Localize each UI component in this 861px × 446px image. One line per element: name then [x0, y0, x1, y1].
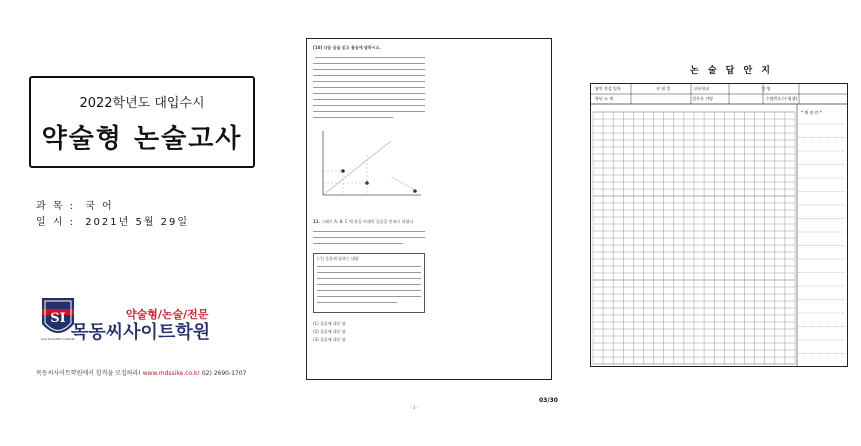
- answer-sheet-title: 논 술 답 안 지: [690, 66, 774, 76]
- exam-year: 2022학년도 대입수시: [79, 96, 205, 111]
- q11-condition-box: [313, 253, 425, 313]
- hdr-grade-label: 학년 소 계: [595, 96, 613, 101]
- footer-url[interactable]: www.mdssike.co.kr: [142, 370, 200, 377]
- cover-footer: [36, 368, 246, 377]
- header-row-2: [595, 96, 826, 102]
- answer-label-1: (1) 물음에 대한 답: [313, 321, 346, 326]
- page-number: 03/30: [539, 397, 558, 404]
- tagline: 약술형/논술/전문: [126, 308, 209, 321]
- hdr-date-value: 년 월 일: [656, 86, 671, 91]
- q10-label: [10]: [313, 45, 323, 50]
- hdr-name-label: 성 명: [761, 86, 771, 91]
- footer-text: 목동씨사이트학원에서 합격을 모집하라!: [36, 370, 141, 377]
- academy-name: 목동씨사이트학원: [71, 322, 211, 343]
- q10-graph: [313, 125, 425, 211]
- date-line: [36, 213, 189, 228]
- header-row-1: [595, 86, 801, 92]
- q10-header: [313, 45, 381, 51]
- hdr-proctor-label: 감독자 서명: [692, 96, 713, 101]
- condition-box-text: (가) 물음에 답하는 대답: [317, 256, 359, 261]
- page-footer-mini: - 3 -: [410, 405, 418, 410]
- date-key: 일 시 :: [36, 217, 76, 228]
- answer-label-3: (3) 물음에 대한 답: [313, 337, 346, 342]
- cover-title-box: [29, 76, 255, 168]
- footer-phone: 02) 2690-1707: [201, 370, 247, 377]
- exam-title: 약술형 논술고사: [41, 124, 243, 154]
- subject-line: [36, 197, 114, 212]
- answer-label-2: (2) 물음에 대한 답: [313, 329, 346, 334]
- q11-label: 11.: [313, 219, 321, 224]
- logo-ring-text: Suji Scientific Institute: [41, 337, 75, 341]
- scoring-label: * 채 점 란 *: [801, 110, 822, 115]
- answer-sheet: [590, 83, 848, 367]
- answer-sheet-grid: [591, 84, 847, 366]
- date-value: 2021년 5월 29일: [85, 217, 190, 228]
- hdr-school-label: 고등학교: [693, 86, 710, 91]
- subject-key: 과 목 :: [36, 201, 76, 212]
- problem-page: [306, 38, 552, 380]
- q10-heading: 다음 글을 읽고 물음에 답하시오.: [323, 45, 381, 50]
- subject-value: 국 어: [85, 201, 114, 212]
- hdr-exam-no-label: 수험번호 (수험생): [765, 96, 798, 101]
- q11-header: [313, 219, 425, 225]
- logo-initials: SI: [50, 311, 66, 326]
- hdr-date-label: 답안 작성 일자: [595, 86, 621, 91]
- q11-text: 그래프 A, B, C 에 관을 아래의 물음을 만족시 하였다: [321, 219, 414, 224]
